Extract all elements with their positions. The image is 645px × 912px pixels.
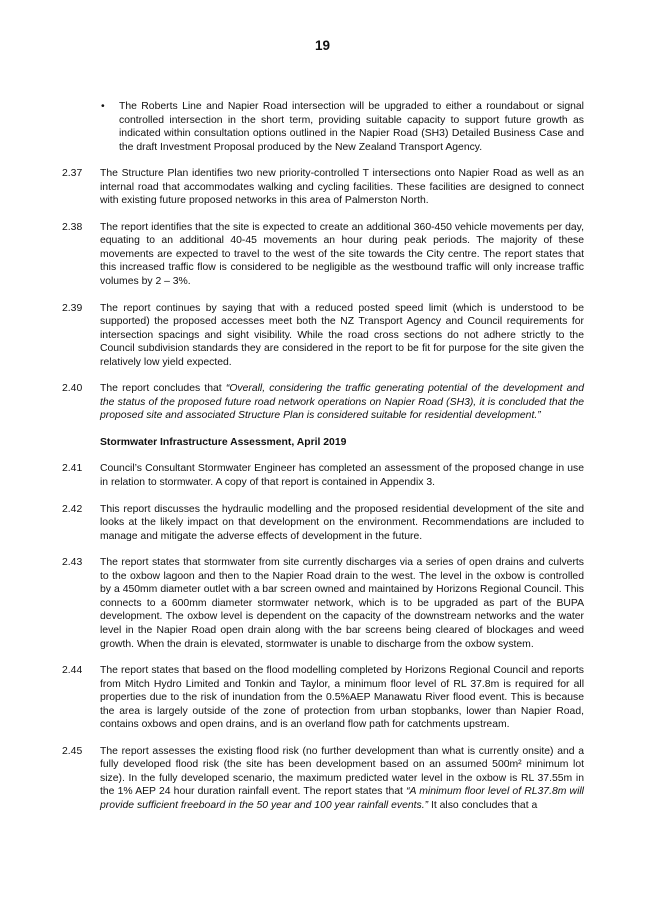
bullet-item xyxy=(62,100,584,154)
paragraph-number: 2.43 xyxy=(62,557,83,569)
paragraph-text-continued: It also concludes that a xyxy=(428,799,538,811)
paragraph-number: 2.42 xyxy=(62,503,83,515)
paragraph-2-45 xyxy=(62,745,584,813)
paragraph-text: This report discusses the hydraulic modelling and the proposed residential development of the site and looks at the likely impact on that development on the environment. Recommendations are included to manage and mitigate the adverse effects of development in the future. xyxy=(100,503,584,542)
paragraph-2-37 xyxy=(62,167,584,208)
paragraph-2-41 xyxy=(62,462,584,489)
paragraph-number: 2.40 xyxy=(62,383,83,395)
bullet-icon: • xyxy=(101,101,105,112)
paragraph-number: 2.38 xyxy=(62,221,83,233)
paragraph-2-40 xyxy=(62,382,584,423)
paragraph-2-44 xyxy=(62,664,584,732)
paragraph-number: 2.39 xyxy=(62,302,83,314)
document-body xyxy=(62,100,584,826)
paragraph-text: The report identifies that the site is expected to create an additional 360-450 vehicle movements per day, equating to an additional 40-45 movements an hour during peak periods. The majority of these movements are expected to travel to the west of the site towards the City centre. The report states that this increased traffic flow is considered to be negligible as the westbound traffic will only increase traffic volumes by 2 – 3%. xyxy=(100,221,584,288)
paragraph-text: The report continues by saying that with a reduced posted speed limit (which is understood to be supported) the proposed accesses meet both the NZ Transport Agency and Council requirements for intersection spacings and sight visibility. While the road cross sections do not adhere strictly to the Council subdivision standards they are considered in the report to be fit for purpose for the site given the relatively low yield expected. xyxy=(100,302,584,368)
paragraph-text: The report states that stormwater from site currently discharges via a series of open drains and culverts to the oxbow lagoon and then to the Napier Road drain to the west. The level in the oxbow is controlled by a 450mm diameter outlet with a bar screen owned and maintained by Horizons Regional Council. This connects to a 600mm diameter stormwater network, which is to be upgraded as part of the BUPA development. The oxbow level is dependent on the capacity of the downstream networks and the water level in the Napier Road open drain along with the bar screens being cleared of blockages and weed growth. When the drain is elevated, stormwater is unable to discharge from the oxbow system. xyxy=(100,557,584,650)
paragraph-number: 2.41 xyxy=(62,463,83,475)
paragraph-2-43 xyxy=(62,556,584,651)
paragraph-text: The report states that based on the flood modelling completed by Horizons Regional Council and reports from Mitch Hydro Limited and Tonkin and Taylor, a minimum floor level of RL 37.8m is required for all properties due to the risk of inundation from the 0.5%AEP Manawatu River flood event. This is because the area is largely outside of the zone of protection from urban stopbanks, lower than Napier Road, contains oxbows and open drains, and is an overland flow path for catchments upstream. xyxy=(100,665,584,731)
paragraph-number: 2.44 xyxy=(62,665,83,677)
paragraph-text: The report assesses the existing flood risk (no further development than what is currently onsite) and a fully developed flood risk (the site has been development based on an assumed 500m² minimum lot size). In the fully developed scenario, the maximum predicted water level in the oxbow is RL 37.55m in the 1% AEP 24 hour duration rainfall event. The report states that xyxy=(100,745,584,798)
paragraph-quote: “Overall, considering the traffic generating potential of the development and the status of the proposed future road network operations on Napier Road (SH3), it is concluded that the proposed site and associated Structure Plan is considered suitable for residential development.” xyxy=(100,383,584,422)
paragraph-quote: “A minimum floor level of RL37.8m will provide sufficient freeboard in the 50 year and 100 year rainfall events.” xyxy=(100,786,584,811)
paragraph-number: 2.37 xyxy=(62,168,83,180)
page-number: 19 xyxy=(314,38,331,53)
paragraph-2-39 xyxy=(62,302,584,370)
paragraph-text: The Structure Plan identifies two new priority-controlled T intersections onto Napier Road as well as an internal road that accommodates walking and cycling facilities. These facilities are designed to connect with existing future proposed networks in this area of Palmerston North. xyxy=(100,168,584,207)
bullet-text: The Roberts Line and Napier Road intersection will be upgraded to either a roundabout or signal controlled intersection in the short term, providing suitable capacity to support future growth as indicated within consultation options outlined in the Napier Road (SH3) Detailed Business Case and the draft Investment Proposal produced by the New Zealand Transport Agency. xyxy=(119,101,584,153)
paragraph-2-42 xyxy=(62,503,584,544)
paragraph-2-38 xyxy=(62,221,584,289)
paragraph-text: Council’s Consultant Stormwater Engineer has completed an assessment of the proposed change in use in relation to stormwater. A copy of that report is contained in Appendix 3. xyxy=(100,463,584,489)
section-heading: Stormwater Infrastructure Assessment, April 2019 xyxy=(100,436,347,448)
paragraph-text: The report concludes that xyxy=(100,383,226,395)
paragraph-number: 2.45 xyxy=(62,745,83,757)
